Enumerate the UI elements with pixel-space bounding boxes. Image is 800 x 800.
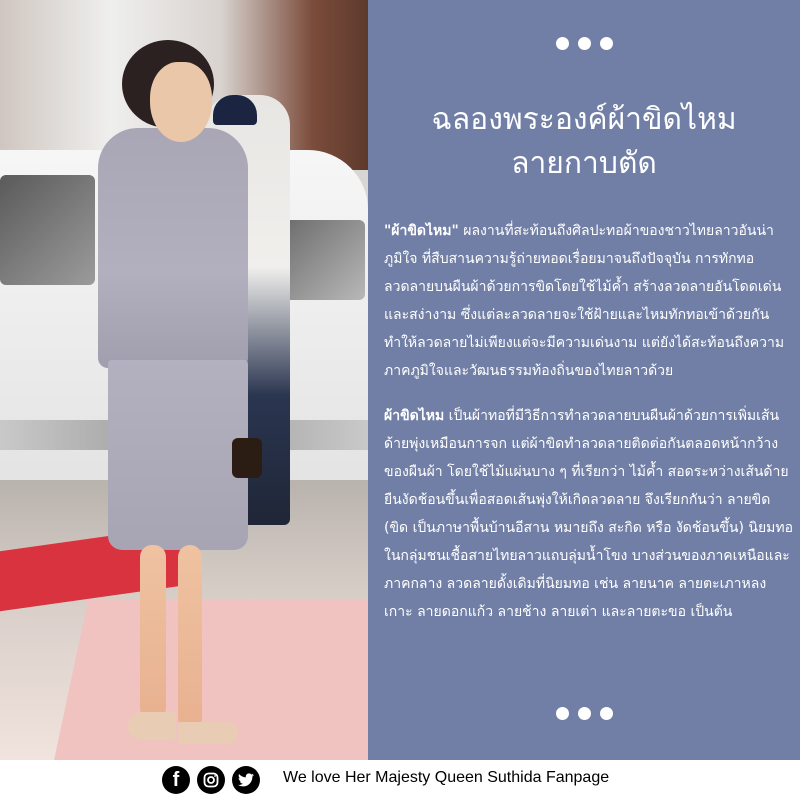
title-line-2: ลายกาบตัด [511,146,657,181]
shoe [128,712,176,740]
instagram-glyph [203,772,219,788]
dot-icon [600,707,613,720]
photo-queen-in-silk-dress [0,0,368,760]
paragraph-2 [384,402,794,626]
paragraph-1 [384,217,794,385]
paragraph-2-text: เป็นผ้าทอที่มีวิธีการทำลวดลายบนผืนผ้าด้วยการเพิ่มเส้นด้ายพุ่งเหมือนการจก แต่ผ้าขิดทำลวดลายติดต่อกันตลอดหน้ากว้างของผืนผ้า โดยใช้ไม้แผ่นบาง ๆ ที่เรียกว่า ไม้ค้ำ สอดระหว่างเส้นด้ายยืนงัดช้อนขึ้นเพื่อสอดเส้นพุ่งให้เกิดลวดลาย จึงเรียกกันว่า ลายขิด (ขิด เป็นภาษาพื้นบ้านอีสาน หมายถึง สะกิด หรือ งัดช้อนขึ้น) นิยมทอในกลุ่มชนเชื้อสายไทยลาวแถบลุ่มน้ำโขง บางส่วนของภาคเหนือและภาคกลาง ลวดลายดั้งเดิมที่นิยมทอ เช่น ลายนาค ลายตะเภาหลงเกาะ ลายดอกแก้ว ลายช้าง ลายเต่า และลายตะขอ เป็นต้น [384,408,794,620]
face [150,62,212,142]
dot-icon [578,37,591,50]
dot-icon [600,37,613,50]
paragraph-1-lead: "ผ้าขิดไหม" [384,223,459,239]
handbag [232,438,262,478]
dot-icon [556,707,569,720]
paragraph-1-text: ผลงานที่สะท้อนถึงศิลปะทอผ้าของชาวไทยลาวอันน่าภูมิใจ ที่สืบสานความรู้ถ่ายทอดเรื่อยมาจนถึงปัจจุบัน การทักทอลวดลายบนผืนผ้าด้วยการขิดโดยใช้ไม้ค้ำ สร้างลวดลายอันโดดเด่นและสง่างาม ซึ่งแต่ละลวดลายจะใช้ฝ้ายและไหมทักทอเข้าด้วยกัน ทำให้ลวดลายไม่เพียงแต่จะมีความเด่นงาม แต่ยังได้สะท้อนถึงความภาคภูมิใจและวัฒนธรรมท้องถิ่นของไทยลาวด้วย [384,223,785,379]
leg [140,545,166,720]
dot-icon [556,37,569,50]
paragraph-2-lead: ผ้าขิดไหม [384,408,445,424]
shoe [178,722,238,744]
text-panel [368,0,800,760]
car-window [280,220,365,300]
facebook-icon[interactable]: f [162,766,190,794]
dot-icon [578,707,591,720]
instagram-icon[interactable] [197,766,225,794]
title-line-1: ฉลองพระองค์ผ้าขิดไหม [431,102,737,137]
guard-hat [213,95,257,125]
decorative-dots-top [368,37,800,50]
decorative-dots-bottom [368,707,800,720]
leg [178,545,202,730]
fanpage-caption: We love Her Majesty Queen Suthida Fanpage [283,769,610,786]
silk-skirt [108,360,248,550]
twitter-icon[interactable] [232,766,260,794]
twitter-glyph [238,773,254,787]
car-window [0,175,95,285]
silk-jacket [98,128,248,368]
page-title [388,98,780,186]
